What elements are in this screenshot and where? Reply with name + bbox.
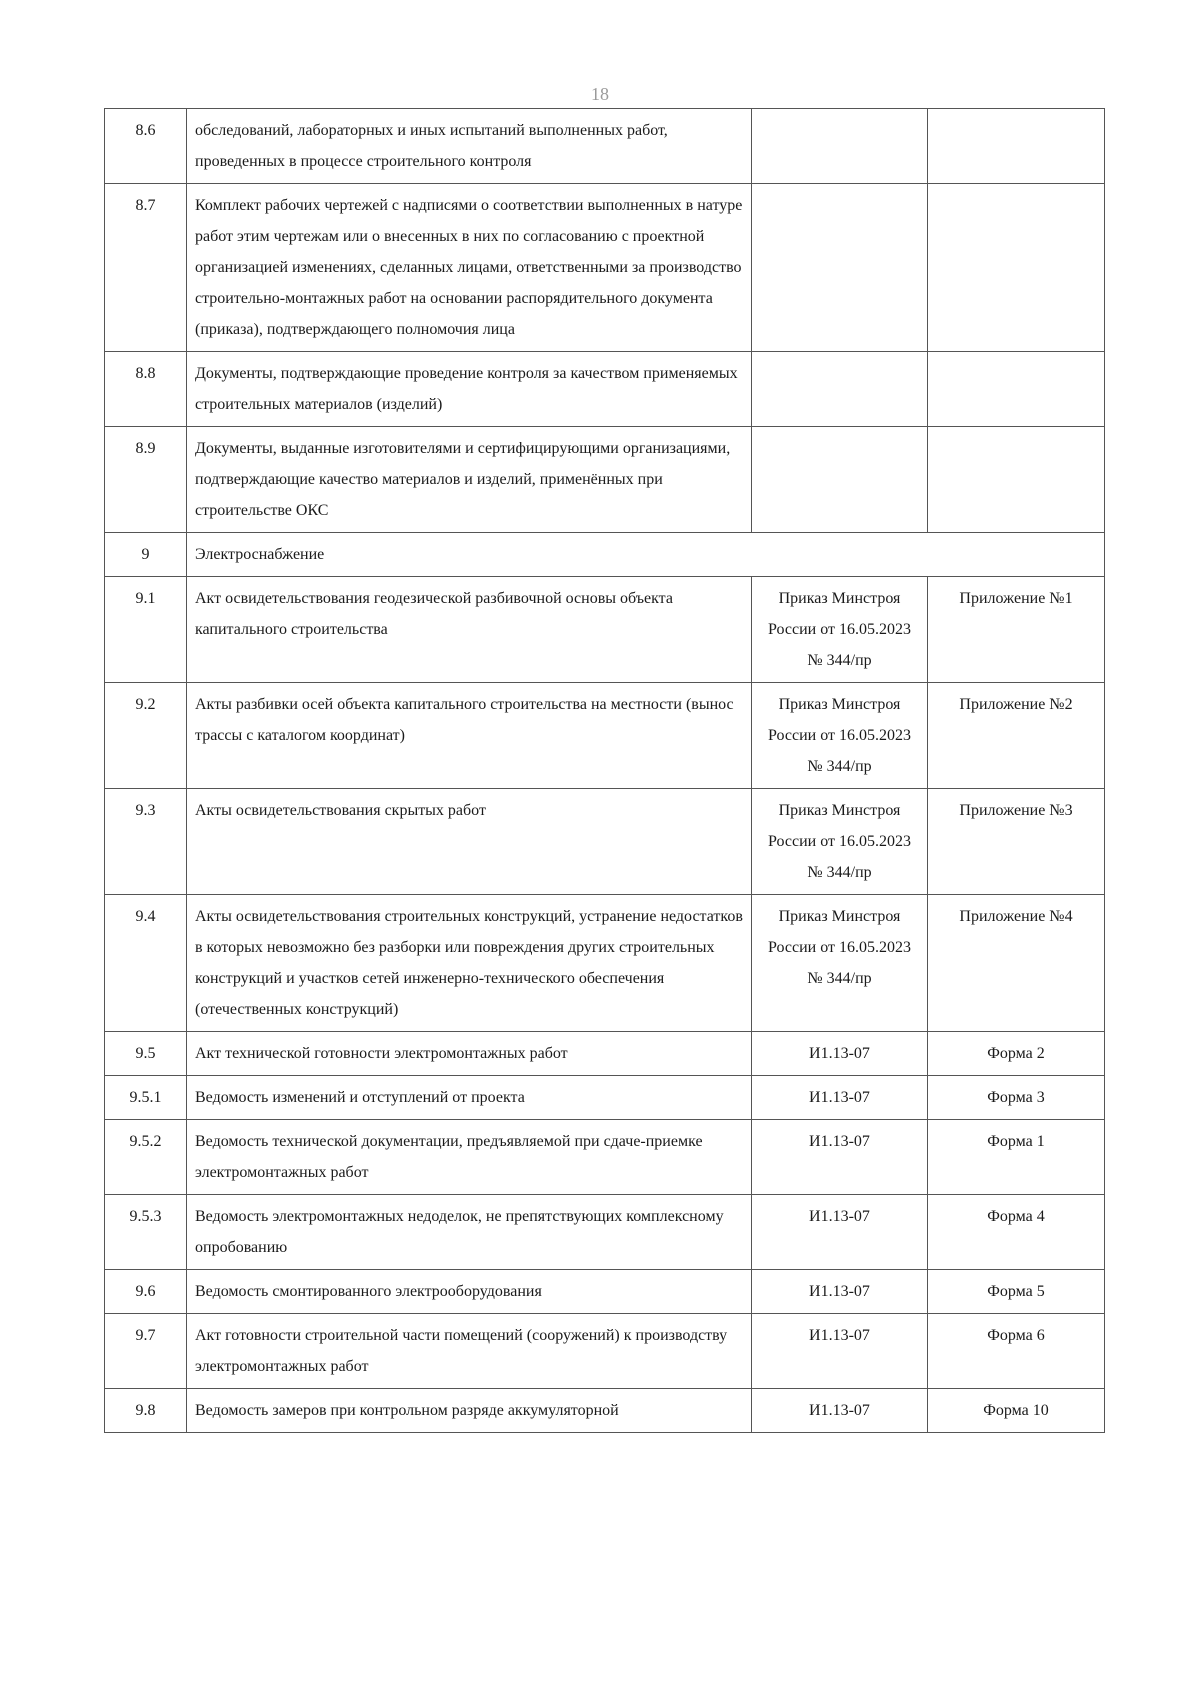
- row-number: 9.3: [105, 789, 187, 895]
- table-row: [105, 1195, 1105, 1270]
- row-number: 9.5.3: [105, 1195, 187, 1270]
- row-form: [928, 109, 1105, 184]
- row-title: Ведомость смонтированного электрооборудования: [187, 1270, 752, 1314]
- table-row: [105, 352, 1105, 427]
- table-row: [105, 427, 1105, 533]
- table-row: [105, 895, 1105, 1032]
- row-title: Документы, выданные изготовителями и сертифицирующими организациями, подтверждающие качество материалов и изделий, применённых при строительстве ОКС: [187, 427, 752, 533]
- row-number: 9.7: [105, 1314, 187, 1389]
- table-body: [105, 109, 1105, 1433]
- row-form: Приложение №2: [928, 683, 1105, 789]
- table-row: [105, 1032, 1105, 1076]
- row-normative-document: Приказ Минстроя России от 16.05.2023 № 344/пр: [752, 683, 928, 789]
- row-title: Акты разбивки осей объекта капитального строительства на местности (вынос трассы с каталогом координат): [187, 683, 752, 789]
- row-form: Форма 10: [928, 1389, 1105, 1433]
- row-number: 8.9: [105, 427, 187, 533]
- row-form: Форма 3: [928, 1076, 1105, 1120]
- row-title: Акт технической готовности электромонтажных работ: [187, 1032, 752, 1076]
- row-normative-document: И1.13-07: [752, 1270, 928, 1314]
- table-row: [105, 577, 1105, 683]
- row-normative-document: [752, 427, 928, 533]
- row-normative-document: Приказ Минстроя России от 16.05.2023 № 344/пр: [752, 789, 928, 895]
- row-title: Ведомость электромонтажных недоделок, не препятствующих комплексному опробованию: [187, 1195, 752, 1270]
- page-number: 18: [591, 84, 609, 104]
- table-row: [105, 1314, 1105, 1389]
- row-title: Акт освидетельствования геодезической разбивочной основы объекта капитального строительства: [187, 577, 752, 683]
- row-number: 8.7: [105, 184, 187, 352]
- row-normative-document: И1.13-07: [752, 1120, 928, 1195]
- row-normative-document: И1.13-07: [752, 1195, 928, 1270]
- row-form: Приложение №4: [928, 895, 1105, 1032]
- row-title: Акты освидетельствования скрытых работ: [187, 789, 752, 895]
- row-number: 9.6: [105, 1270, 187, 1314]
- row-number: 9.5.2: [105, 1120, 187, 1195]
- row-form: Форма 2: [928, 1032, 1105, 1076]
- table-row: [105, 109, 1105, 184]
- table-row: [105, 1120, 1105, 1195]
- row-number: 9: [105, 533, 187, 577]
- row-normative-document: И1.13-07: [752, 1076, 928, 1120]
- row-normative-document: И1.13-07: [752, 1314, 928, 1389]
- row-number: 9.1: [105, 577, 187, 683]
- row-number: 8.8: [105, 352, 187, 427]
- row-title: Ведомость технической документации, предъявляемой при сдаче-приемке электромонтажных работ: [187, 1120, 752, 1195]
- row-form: Приложение №3: [928, 789, 1105, 895]
- row-title: Ведомость замеров при контрольном разряде аккумуляторной: [187, 1389, 752, 1433]
- row-form: Приложение №1: [928, 577, 1105, 683]
- row-form: [928, 184, 1105, 352]
- row-normative-document: Приказ Минстроя России от 16.05.2023 № 344/пр: [752, 895, 928, 1032]
- row-normative-document: И1.13-07: [752, 1389, 928, 1433]
- row-title: Акт готовности строительной части помещений (сооружений) к производству электромонтажных работ: [187, 1314, 752, 1389]
- row-title: Комплект рабочих чертежей с надписями о соответствии выполненных в натуре работ этим чертежам или о внесенных в них по согласованию с проектной организацией изменениях, сделанных лицами, ответственными за производство строительно-монтажных работ на основании распорядительного документа (приказа), подтверждающего полномочия лица: [187, 184, 752, 352]
- table-row: [105, 184, 1105, 352]
- row-form: Форма 6: [928, 1314, 1105, 1389]
- row-title: Ведомость изменений и отступлений от проекта: [187, 1076, 752, 1120]
- row-number: 8.6: [105, 109, 187, 184]
- row-form: Форма 1: [928, 1120, 1105, 1195]
- row-form: Форма 5: [928, 1270, 1105, 1314]
- table-row: [105, 789, 1105, 895]
- row-number: 9.4: [105, 895, 187, 1032]
- table-row: [105, 1270, 1105, 1314]
- section-title: Электроснабжение: [187, 533, 1105, 577]
- row-normative-document: [752, 184, 928, 352]
- row-title: Документы, подтверждающие проведение контроля за качеством применяемых строительных материалов (изделий): [187, 352, 752, 427]
- table-row: [105, 1076, 1105, 1120]
- row-normative-document: И1.13-07: [752, 1032, 928, 1076]
- row-number: 9.2: [105, 683, 187, 789]
- row-number: 9.5.1: [105, 1076, 187, 1120]
- row-normative-document: [752, 352, 928, 427]
- row-title: обследований, лабораторных и иных испытаний выполненных работ, проведенных в процессе строительного контроля: [187, 109, 752, 184]
- row-form: [928, 352, 1105, 427]
- row-title: Акты освидетельствования строительных конструкций, устранение недостатков в которых невозможно без разборки или повреждения других строительных конструкций и участков сетей инженерно-технического обеспечения (отечественных конструкций): [187, 895, 752, 1032]
- row-number: 9.5: [105, 1032, 187, 1076]
- row-form: [928, 427, 1105, 533]
- table-row: [105, 683, 1105, 789]
- table-row: [105, 1389, 1105, 1433]
- row-number: 9.8: [105, 1389, 187, 1433]
- row-normative-document: [752, 109, 928, 184]
- requirements-table: [104, 108, 1105, 1433]
- row-form: Форма 4: [928, 1195, 1105, 1270]
- table-row: [105, 533, 1105, 577]
- row-normative-document: Приказ Минстроя России от 16.05.2023 № 344/пр: [752, 577, 928, 683]
